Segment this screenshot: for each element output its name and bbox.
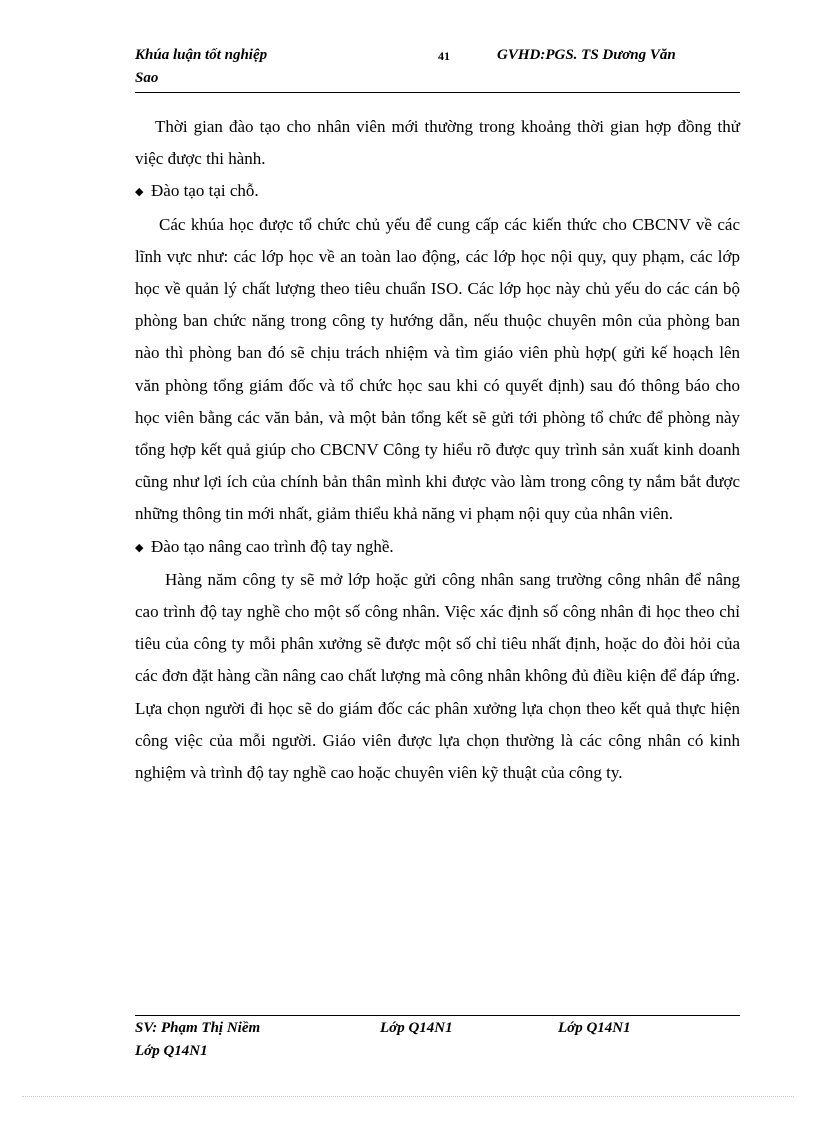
page-number: 41: [438, 49, 450, 63]
bullet-on-site-training: [135, 175, 740, 208]
header-divider: [135, 92, 740, 93]
header-thesis-title: Khúa luận tốt nghiệp: [135, 47, 268, 63]
header-advisor: GVHD:PGS. TS Dương Văn: [497, 47, 676, 63]
bullet-on-site-training-label: Đào tạo tại chỗ.: [151, 181, 259, 201]
bullet-skill-upgrade-label: Đào tạo nâng cao trình độ tay nghề.: [151, 536, 394, 556]
footer-class: Lớp Q14N1: [558, 1020, 631, 1036]
paragraph-annual-training: Hàng năm công ty sẽ mở lớp hoặc gửi công nhân sang trường công nhân để nâng cao trình độ tay nghề cho một số công nhân. Việc xác định số công nhân đi học theo chỉ tiêu của công ty mỗi phân xưởng sẽ được một số chỉ tiêu nhất định, hoặc do đòi hỏi của các đơn đặt hàng cần nâng cao chất lượng mà công nhân không đủ điều kiện để đáp ứng. Lựa chọn người đi học sẽ do giám đốc các phân xưởng lựa chọn theo kết quả thực hiện công việc của mỗi người. Giáo viên được lựa chọn thường là các công nhân có kinh nghiệm và trình độ tay nghề cao hoặc chuyên viên kỹ thuật của công ty.: [135, 569, 740, 783]
diamond-bullet-icon: ◆: [135, 186, 144, 199]
page-bottom-dotted-edge: [22, 1096, 794, 1097]
paragraph-courses: Các khúa học được tổ chức chủ yếu để cung cấp các kiến thức cho CBCNV về các lĩnh vực như: các lớp học về an toàn lao động, các lớp học nội quy, quy phạm, các lớp học về quản lý chất lượng theo tiêu chuẩn ISO. Các lớp học này chủ yếu do các cán bộ phòng ban chức năng trong công ty hướng dẫn, nếu thuộc chuyên môn của phòng ban nào thì phòng ban đó sẽ chịu trách nhiệm và tìm giáo viên phù hợp( gửi kế hoạch lên văn phòng tổng giám đốc và tổ chức học sau khi có quyết định) sau đó thông báo cho học viên bằng các văn bản, và một bản tổng kết sẽ gửi tới phòng tổ chức để phòng này tổng hợp kết quả giúp cho CBCNV Công ty hiểu rõ được quy trình sản xuất kinh doanh cũng như lợi ích của chính bản thân mình khi được vào làm trong công ty nắm bắt được những thông tin mới nhất, giảm thiểu khả năng vi phạm nội quy của nhân viên.: [135, 214, 740, 524]
footer-class: Lớp Q14N1: [135, 1043, 208, 1059]
bullet-skill-upgrade: [135, 531, 740, 564]
header-advisor-continued: Sao: [135, 70, 159, 86]
footer-class: Lớp Q14N1: [380, 1020, 453, 1036]
footer-divider: [135, 1015, 740, 1016]
page-footer: [135, 1017, 740, 1067]
page-header: [135, 44, 740, 92]
paragraph-training-time: Thời gian đào tạo cho nhân viên mới thường trong khoảng thời gian hợp đồng thử việc được thi hành.: [135, 117, 740, 169]
diamond-bullet-icon: ◆: [135, 541, 144, 554]
footer-student-name: SV: Phạm Thị Niềm: [135, 1020, 261, 1036]
document-body: [135, 111, 740, 789]
